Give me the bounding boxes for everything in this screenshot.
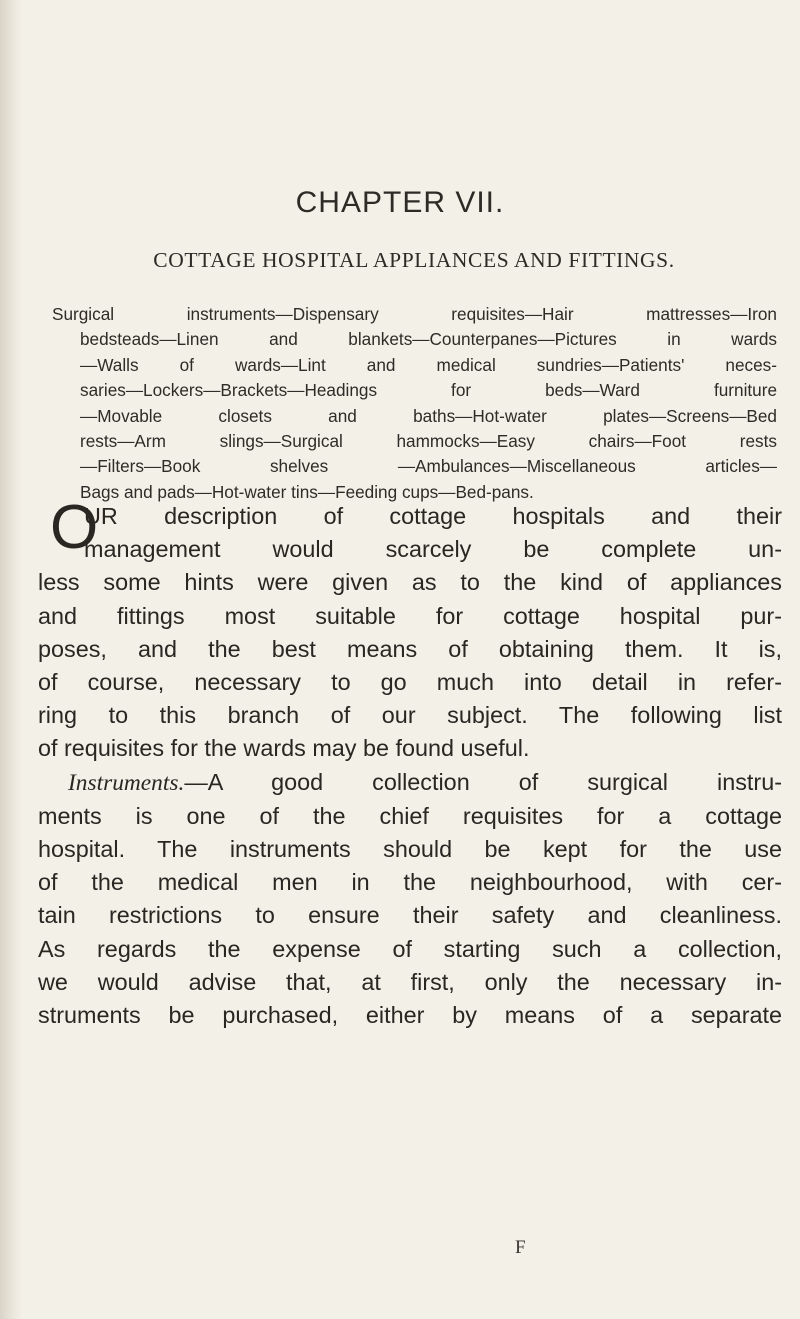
signature-mark: F	[515, 1237, 526, 1258]
synopsis-line: —Filters—Book shelves —Ambulances—Miscellaneous articles—	[80, 456, 777, 477]
paragraph-line: poses, and the best means of obtaining them. It is,	[38, 635, 782, 662]
paragraph-line: of the medical men in the neighbourhood, with cer-	[38, 869, 782, 896]
paragraph-line: UR description of cottage hospitals and their	[84, 503, 782, 529]
paragraph-line-rest: —A good collection of surgical instru-	[184, 768, 782, 795]
synopsis-line: Bags and pads—Hot-water tins—Feeding cups—Bed-pans.	[80, 481, 534, 502]
drop-cap: O	[50, 493, 99, 562]
paragraph-line: less some hints were given as to the kind of appliances	[38, 569, 782, 596]
paragraph-line: of course, necessary to go much into detail in refer-	[38, 669, 782, 696]
paragraph-lead-word: Instruments.	[68, 769, 185, 796]
section-heading: COTTAGE HOSPITAL APPLIANCES AND FITTINGS.	[153, 248, 675, 272]
body-text	[38, 500, 782, 1032]
paragraph-line: of requisites for the wards may be found useful.	[38, 735, 530, 762]
paragraph-line: and fittings most suitable for cottage hospital pur-	[38, 602, 782, 629]
chapter-title: CHAPTER VII.	[295, 186, 505, 219]
paragraph-line: hospital. The instruments should be kept for the use	[38, 836, 782, 863]
synopsis-line: bedsteads—Linen and blankets—Counterpanes—Pictures in wards	[80, 329, 777, 350]
synopsis-line: saries—Lockers—Brackets—Headings for beds—Ward furniture	[80, 380, 777, 401]
synopsis-line: Surgical instruments—Dispensary requisites—Hair mattresses—Iron	[52, 304, 777, 324]
paragraph-line	[38, 766, 782, 800]
paragraph-line: As regards the expense of starting such a collection,	[38, 935, 782, 962]
synopsis-line: rests—Arm slings—Surgical hammocks—Easy chairs—Foot rests	[80, 431, 777, 452]
paragraph-line: tain restrictions to ensure their safety and cleanliness.	[38, 902, 782, 929]
paragraph-line: ments is one of the chief requisites for a cottage	[38, 802, 782, 829]
paragraph-line: management would scarcely be complete un-	[84, 536, 782, 563]
paragraph-line: struments be purchased, either by means of a separate	[38, 1002, 782, 1029]
chapter-synopsis	[52, 302, 777, 505]
paragraph-line: ring to this branch of our subject. The following list	[38, 702, 782, 729]
synopsis-line: —Walls of wards—Lint and medical sundries—Patients' neces-	[80, 354, 777, 375]
synopsis-line: —Movable closets and baths—Hot-water plates—Screens—Bed	[80, 405, 777, 426]
paragraph-line: we would advise that, at first, only the necessary in-	[38, 968, 782, 995]
